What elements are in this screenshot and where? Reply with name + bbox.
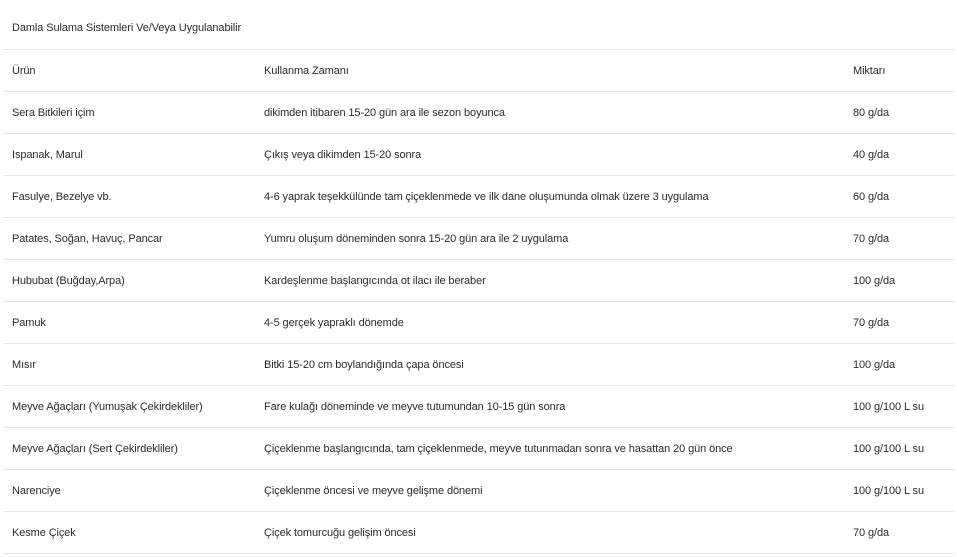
table-row — [4, 92, 954, 134]
cell-product: Mısır — [4, 344, 256, 386]
header-amount: Miktarı — [845, 50, 954, 92]
table-row — [4, 344, 954, 386]
cell-timing: Çiçek tomurcuğu gelişim öncesi — [256, 512, 845, 554]
header-product: Ürün — [4, 50, 256, 92]
cell-amount: 100 g/100 L su — [845, 470, 954, 512]
cell-amount: 80 g/da — [845, 92, 954, 134]
table-row — [4, 470, 954, 512]
cell-product: Pamuk — [4, 302, 256, 344]
cell-amount: 100 g/da — [845, 260, 954, 302]
table-row — [4, 428, 954, 470]
cell-product: Fasulye, Bezelye vb. — [4, 176, 256, 218]
cell-timing: Çiçeklenme öncesi ve meyve gelişme dönemi — [256, 470, 845, 512]
table-caption: Damla Sulama Sistemleri Ve/Veya Uygulanabilir — [12, 22, 242, 34]
cell-timing: Çiçeklenme başlangıcında, tam çiçeklenmede, meyve tutunmadan sonra ve hasattan 20 gün önce — [256, 428, 845, 470]
cell-amount: 100 g/da — [845, 344, 954, 386]
cell-amount: 70 g/da — [845, 512, 954, 554]
cell-amount: 40 g/da — [845, 134, 954, 176]
table-row — [4, 218, 954, 260]
cell-product: Hububat (Buğday,Arpa) — [4, 260, 256, 302]
cell-timing: 4-6 yaprak teşekkülünde tam çiçeklenmede ve ilk dane oluşumunda olmak üzere 3 uygulama — [256, 176, 845, 218]
cell-timing: Kardeşlenme başlangıcında ot ilacı ile beraber — [256, 260, 845, 302]
cell-product: Sera Bitkileri içim — [4, 92, 256, 134]
cell-timing: Fare kulağı döneminde ve meyve tutumundan 10-15 gün sonra — [256, 386, 845, 428]
cell-timing: Yumru oluşum döneminden sonra 15-20 gün ara ile 2 uygulama — [256, 218, 845, 260]
cell-product: Meyve Ağaçları (Sert Çekirdekliler) — [4, 428, 256, 470]
cell-product: Narenciye — [4, 470, 256, 512]
cell-timing: Çıkış veya dikimden 15-20 sonra — [256, 134, 845, 176]
cell-amount: 100 g/100 L su — [845, 428, 954, 470]
cell-amount: 70 g/da — [845, 302, 954, 344]
header-timing: Kullanma Zamanı — [256, 50, 845, 92]
table-header-row — [4, 50, 954, 92]
table-row — [4, 260, 954, 302]
cell-product: Ispanak, Marul — [4, 134, 256, 176]
table-row — [4, 386, 954, 428]
table-row — [4, 302, 954, 344]
table-row — [4, 176, 954, 218]
cell-timing: 4-5 gerçek yapraklı dönemde — [256, 302, 845, 344]
usage-table — [4, 49, 954, 554]
cell-timing: dikimden itibaren 15-20 gün ara ile sezon boyunca — [256, 92, 845, 134]
cell-amount: 70 g/da — [845, 218, 954, 260]
cell-product: Kesme Çiçek — [4, 512, 256, 554]
cell-amount: 100 g/100 L su — [845, 386, 954, 428]
cell-product: Meyve Ağaçları (Yumuşak Çekirdekliler) — [4, 386, 256, 428]
cell-product: Patates, Soğan, Havuç, Pancar — [4, 218, 256, 260]
cell-timing: Bitki 15-20 cm boylandığında çapa öncesi — [256, 344, 845, 386]
table-row — [4, 134, 954, 176]
cell-amount: 60 g/da — [845, 176, 954, 218]
table-row — [4, 512, 954, 554]
